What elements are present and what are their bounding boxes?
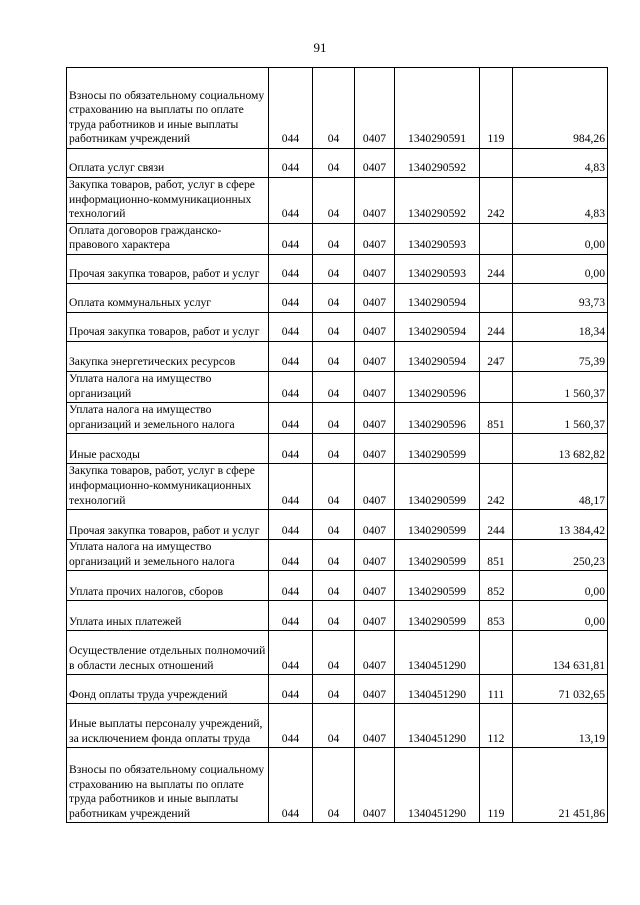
cell-subsection: 0407 [355, 748, 395, 823]
cell-target-article: 1340290596 [395, 371, 480, 402]
cell-section: 04 [313, 675, 355, 704]
cell-section: 04 [313, 178, 355, 224]
table-row [67, 68, 608, 149]
cell-expense-type: 852 [480, 571, 513, 601]
cell-target-article: 1340290592 [395, 178, 480, 224]
cell-section: 04 [313, 254, 355, 283]
cell-target-article: 1340290599 [395, 601, 480, 631]
cell-subsection: 0407 [355, 601, 395, 631]
cell-subsection: 0407 [355, 434, 395, 464]
cell-expense-type: 112 [480, 704, 513, 748]
cell-target-article: 1340290599 [395, 510, 480, 540]
cell-expense-type [480, 223, 513, 254]
cell-grbs: 044 [269, 403, 313, 434]
cell-name: Взносы по обязательному социальному страхованию на выплаты по оплате труда работников и иные выплаты работникам учреждений [67, 748, 269, 823]
cell-amount: 0,00 [513, 254, 608, 283]
cell-grbs: 044 [269, 510, 313, 540]
cell-expense-type: 851 [480, 540, 513, 571]
table-row [67, 149, 608, 178]
cell-expense-type: 242 [480, 178, 513, 224]
cell-name: Прочая закупка товаров, работ и услуг [67, 312, 269, 341]
cell-expense-type: 119 [480, 68, 513, 149]
cell-subsection: 0407 [355, 254, 395, 283]
cell-grbs: 044 [269, 540, 313, 571]
cell-grbs: 044 [269, 748, 313, 823]
table-row [67, 178, 608, 224]
table-row [67, 675, 608, 704]
cell-grbs: 044 [269, 464, 313, 510]
cell-grbs: 044 [269, 178, 313, 224]
cell-subsection: 0407 [355, 571, 395, 601]
cell-target-article: 1340290594 [395, 341, 480, 371]
cell-target-article: 1340451290 [395, 675, 480, 704]
cell-subsection: 0407 [355, 341, 395, 371]
cell-amount: 1 560,37 [513, 403, 608, 434]
table-row [67, 434, 608, 464]
cell-amount: 21 451,86 [513, 748, 608, 823]
cell-subsection: 0407 [355, 178, 395, 224]
cell-name: Прочая закупка товаров, работ и услуг [67, 254, 269, 283]
cell-target-article: 1340290594 [395, 283, 480, 312]
cell-grbs: 044 [269, 68, 313, 149]
cell-amount: 75,39 [513, 341, 608, 371]
table-row [67, 601, 608, 631]
table-row [67, 704, 608, 748]
cell-section: 04 [313, 434, 355, 464]
table-row [67, 312, 608, 341]
cell-subsection: 0407 [355, 704, 395, 748]
cell-grbs: 044 [269, 283, 313, 312]
cell-section: 04 [313, 68, 355, 149]
cell-target-article: 1340451290 [395, 704, 480, 748]
table-row [67, 631, 608, 675]
cell-subsection: 0407 [355, 464, 395, 510]
cell-name: Осуществление отдельных полномочий в области лесных отношений [67, 631, 269, 675]
cell-grbs: 044 [269, 571, 313, 601]
cell-name: Закупка товаров, работ, услуг в сфере информационно-коммуникационных технологий [67, 464, 269, 510]
cell-subsection: 0407 [355, 312, 395, 341]
cell-name: Взносы по обязательному социальному страхованию на выплаты по оплате труда работников и иные выплаты работникам учреждений [67, 68, 269, 149]
cell-name: Прочая закупка товаров, работ и услуг [67, 510, 269, 540]
cell-target-article: 1340290591 [395, 68, 480, 149]
cell-grbs: 044 [269, 434, 313, 464]
cell-expense-type [480, 283, 513, 312]
cell-name: Уплата налога на имущество организаций и земельного налога [67, 540, 269, 571]
cell-amount: 250,23 [513, 540, 608, 571]
cell-expense-type: 853 [480, 601, 513, 631]
cell-name: Фонд оплаты труда учреждений [67, 675, 269, 704]
cell-subsection: 0407 [355, 68, 395, 149]
cell-subsection: 0407 [355, 540, 395, 571]
table-row [67, 571, 608, 601]
cell-expense-type: 247 [480, 341, 513, 371]
cell-amount: 93,73 [513, 283, 608, 312]
table-row [67, 283, 608, 312]
cell-section: 04 [313, 223, 355, 254]
cell-expense-type: 244 [480, 510, 513, 540]
cell-amount: 984,26 [513, 68, 608, 149]
cell-subsection: 0407 [355, 223, 395, 254]
cell-section: 04 [313, 510, 355, 540]
cell-section: 04 [313, 283, 355, 312]
cell-amount: 13 384,42 [513, 510, 608, 540]
cell-name: Уплата налога на имущество организаций [67, 371, 269, 402]
cell-expense-type [480, 371, 513, 402]
cell-name: Уплата прочих налогов, сборов [67, 571, 269, 601]
cell-grbs: 044 [269, 312, 313, 341]
cell-expense-type: 242 [480, 464, 513, 510]
cell-name: Иные расходы [67, 434, 269, 464]
cell-expense-type: 119 [480, 748, 513, 823]
cell-grbs: 044 [269, 254, 313, 283]
cell-target-article: 1340451290 [395, 748, 480, 823]
cell-amount: 71 032,65 [513, 675, 608, 704]
cell-grbs: 044 [269, 149, 313, 178]
cell-target-article: 1340290596 [395, 403, 480, 434]
cell-expense-type [480, 434, 513, 464]
cell-amount: 1 560,37 [513, 371, 608, 402]
table-row [67, 403, 608, 434]
cell-grbs: 044 [269, 631, 313, 675]
table-row [67, 341, 608, 371]
cell-amount: 0,00 [513, 601, 608, 631]
cell-target-article: 1340451290 [395, 631, 480, 675]
cell-grbs: 044 [269, 371, 313, 402]
cell-target-article: 1340290599 [395, 434, 480, 464]
cell-subsection: 0407 [355, 371, 395, 402]
page-number: 91 [313, 40, 327, 55]
cell-target-article: 1340290599 [395, 540, 480, 571]
cell-section: 04 [313, 403, 355, 434]
table-row [67, 371, 608, 402]
cell-amount: 4,83 [513, 149, 608, 178]
cell-grbs: 044 [269, 675, 313, 704]
cell-expense-type: 851 [480, 403, 513, 434]
cell-expense-type [480, 149, 513, 178]
cell-section: 04 [313, 748, 355, 823]
cell-section: 04 [313, 571, 355, 601]
cell-name: Оплата коммунальных услуг [67, 283, 269, 312]
table-row [67, 748, 608, 823]
cell-name: Закупка энергетических ресурсов [67, 341, 269, 371]
cell-section: 04 [313, 601, 355, 631]
cell-target-article: 1340290593 [395, 254, 480, 283]
table-row [67, 510, 608, 540]
cell-amount: 4,83 [513, 178, 608, 224]
cell-subsection: 0407 [355, 631, 395, 675]
cell-amount: 0,00 [513, 223, 608, 254]
cell-grbs: 044 [269, 704, 313, 748]
cell-section: 04 [313, 341, 355, 371]
cell-subsection: 0407 [355, 283, 395, 312]
cell-name: Уплата налога на имущество организаций и земельного налога [67, 403, 269, 434]
cell-target-article: 1340290592 [395, 149, 480, 178]
table-row [67, 254, 608, 283]
cell-section: 04 [313, 371, 355, 402]
cell-name: Оплата договоров гражданско-правового характера [67, 223, 269, 254]
cell-amount: 134 631,81 [513, 631, 608, 675]
cell-grbs: 044 [269, 223, 313, 254]
cell-section: 04 [313, 464, 355, 510]
cell-name: Оплата услуг связи [67, 149, 269, 178]
cell-section: 04 [313, 540, 355, 571]
table-row [67, 223, 608, 254]
cell-expense-type: 244 [480, 254, 513, 283]
cell-expense-type: 111 [480, 675, 513, 704]
cell-section: 04 [313, 704, 355, 748]
cell-section: 04 [313, 631, 355, 675]
cell-expense-type: 244 [480, 312, 513, 341]
cell-target-article: 1340290594 [395, 312, 480, 341]
cell-subsection: 0407 [355, 403, 395, 434]
cell-target-article: 1340290593 [395, 223, 480, 254]
cell-name: Закупка товаров, работ, услуг в сфере информационно-коммуникационных технологий [67, 178, 269, 224]
cell-subsection: 0407 [355, 675, 395, 704]
cell-grbs: 044 [269, 341, 313, 371]
cell-subsection: 0407 [355, 510, 395, 540]
budget-table [66, 67, 608, 823]
cell-grbs: 044 [269, 601, 313, 631]
cell-section: 04 [313, 149, 355, 178]
cell-target-article: 1340290599 [395, 464, 480, 510]
budget-table-body [67, 68, 608, 823]
cell-section: 04 [313, 312, 355, 341]
cell-name: Уплата иных платежей [67, 601, 269, 631]
cell-target-article: 1340290599 [395, 571, 480, 601]
cell-subsection: 0407 [355, 149, 395, 178]
cell-amount: 0,00 [513, 571, 608, 601]
cell-name: Иные выплаты персоналу учреждений, за исключением фонда оплаты труда [67, 704, 269, 748]
cell-amount: 13,19 [513, 704, 608, 748]
cell-amount: 18,34 [513, 312, 608, 341]
cell-amount: 13 682,82 [513, 434, 608, 464]
cell-amount: 48,17 [513, 464, 608, 510]
cell-expense-type [480, 631, 513, 675]
table-row [67, 464, 608, 510]
table-row [67, 540, 608, 571]
